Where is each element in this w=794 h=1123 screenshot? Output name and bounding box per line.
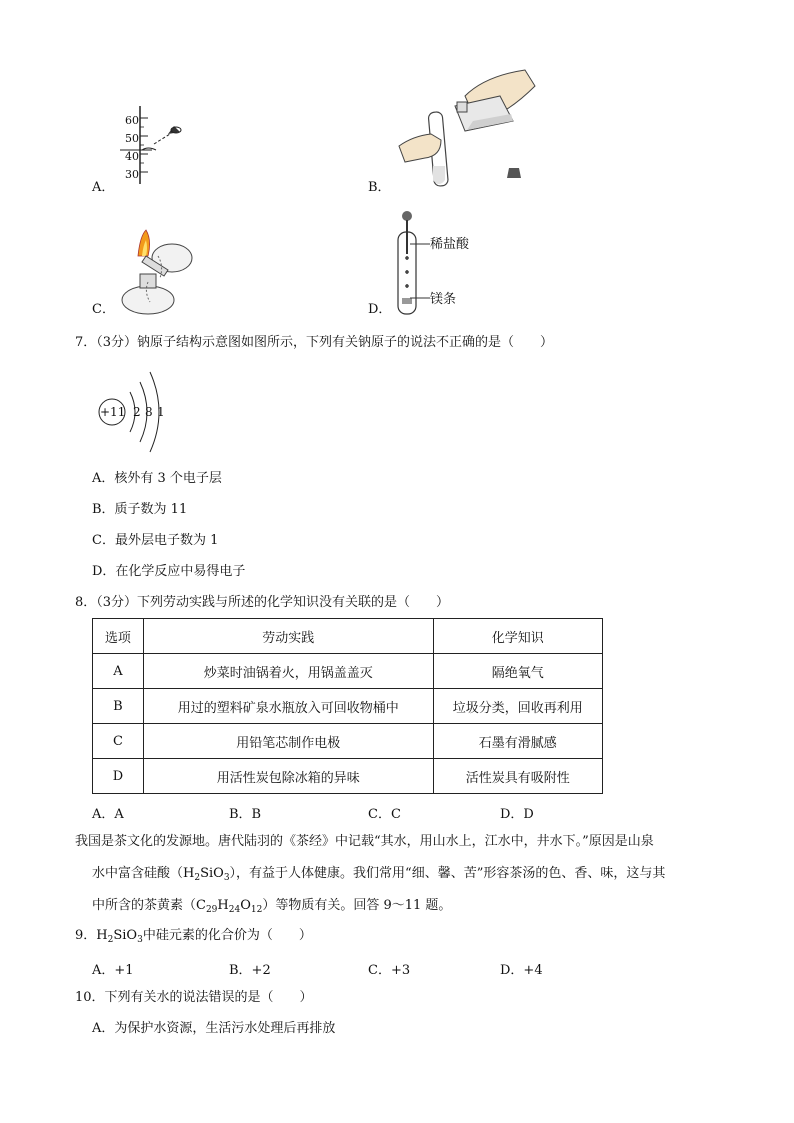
cell-option: C — [93, 724, 144, 759]
table-row — [93, 654, 603, 689]
cell-knowledge: 活性炭具有吸附性 — [433, 759, 602, 794]
q8-choice-c: C．C — [368, 807, 401, 822]
q8-choice-d: D．D — [500, 807, 534, 822]
nucleus-charge: +11 — [100, 405, 126, 419]
passage-line-2: 水中富含硅酸$(H_2SiO_3)$，有益于人体健康。我们常用“细、馨、苦”形容茶汤的色、香、味，这与其 — [92, 866, 666, 883]
passage-line-1: 我国是茶文化的发源地。唐代陆羽的《茶经》中记载“其水，用山水上，江水中，井水下。”原因是山泉 — [75, 834, 654, 849]
q8-choice-a: A．A — [92, 807, 124, 822]
q10-stem: 10．下列有关水的说法错误的是（ ） — [75, 990, 313, 1005]
q8-choice-b: B．B — [229, 807, 262, 822]
header-chemistry-knowledge: 化学知识 — [433, 619, 602, 654]
cell-practice: 用铅笔芯制作电极 — [143, 724, 433, 759]
cell-knowledge: 隔绝氧气 — [433, 654, 602, 689]
q9-choice-c: C．+3 — [368, 963, 411, 978]
tick-50: 50 — [125, 132, 139, 145]
q8-stem: 8．（3分）下列劳动实践与所述的化学知识没有关联的是（ ） — [75, 595, 450, 610]
tick-60: 60 — [125, 114, 139, 127]
pouring-liquid-image — [395, 66, 545, 192]
option-label-b: B． — [368, 180, 391, 195]
q9-stem: 9．$H_2SiO_3$中硅元素的化合价为（ ） — [75, 928, 312, 945]
table-header-row — [93, 619, 603, 654]
option-label-c: C． — [92, 302, 115, 317]
q7-stem: 7．（3分）钠原子结构示意图如图所示，下列有关钠原子的说法不正确的是（ ） — [75, 335, 554, 350]
passage-line-3: 中所含的茶黄素$(C_{29}H_{24}O_{12})$等物质有关。回答 9～11 题。 — [92, 898, 452, 915]
q9-choice-d: D．+4 — [500, 963, 543, 978]
q7-option-b: B．质子数为 11 — [92, 502, 188, 517]
label-magnesium-strip: 镁条 — [430, 292, 457, 307]
table-row — [93, 724, 603, 759]
table-row — [93, 759, 603, 794]
q9-choice-b: B．+2 — [229, 963, 271, 978]
cell-knowledge: 垃圾分类，回收再利用 — [433, 689, 602, 724]
shell-1-electrons: 2 — [133, 405, 141, 419]
table-row — [93, 689, 603, 724]
shell-3-electrons: 1 — [157, 405, 165, 419]
option-label-a: A． — [92, 180, 115, 195]
header-labor-practice: 劳动实践 — [143, 619, 433, 654]
cell-knowledge: 石墨有滑腻感 — [433, 724, 602, 759]
cell-option: B — [93, 689, 144, 724]
header-option: 选项 — [93, 619, 144, 654]
cell-option: D — [93, 759, 144, 794]
label-leader-lines — [408, 236, 432, 306]
q7-option-d: D．在化学反应中易得电子 — [92, 564, 246, 579]
cell-practice: 炒菜时油锅着火，用锅盖盖灭 — [143, 654, 433, 689]
tick-30: 30 — [125, 168, 139, 181]
q8-table — [92, 618, 603, 794]
tick-40: 40 — [125, 150, 139, 163]
cell-practice: 用活性炭包除冰箱的异味 — [143, 759, 433, 794]
cell-option: A — [93, 654, 144, 689]
alcohol-lamp-image — [118, 226, 198, 318]
q10-option-a: A．为保护水资源，生活污水处理后再排放 — [92, 1021, 336, 1036]
cell-practice: 用过的塑料矿泉水瓶放入可回收物桶中 — [143, 689, 433, 724]
q7-option-a: A．核外有 3 个电子层 — [92, 471, 222, 486]
option-label-d: D． — [368, 302, 392, 317]
label-dilute-hcl: 稀盐酸 — [430, 237, 470, 252]
q7-option-c: C．最外层电子数为 1 — [92, 533, 219, 548]
shell-2-electrons: 8 — [145, 405, 153, 419]
q9-choice-a: A．+1 — [92, 963, 134, 978]
